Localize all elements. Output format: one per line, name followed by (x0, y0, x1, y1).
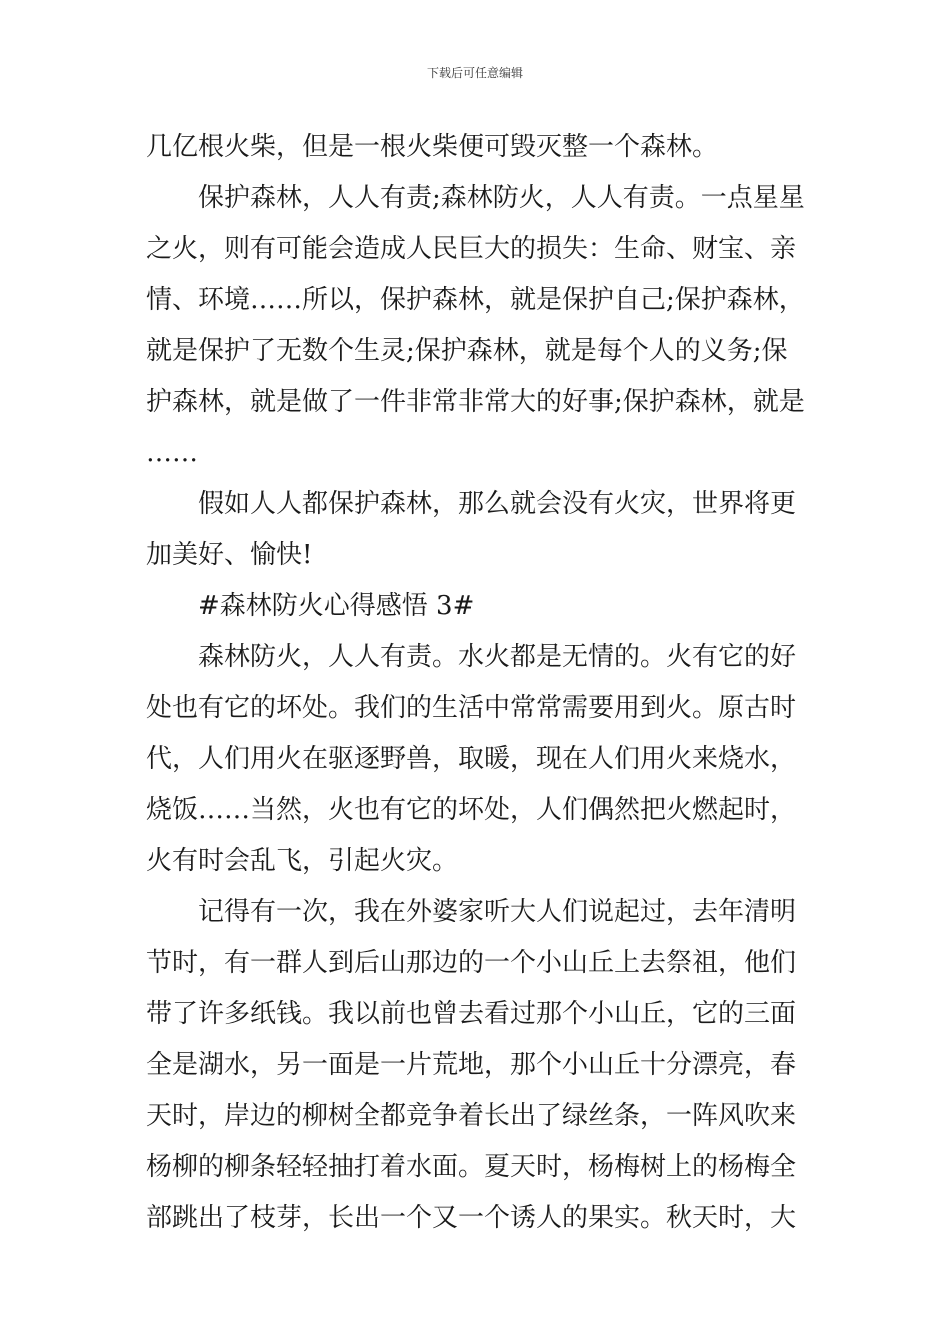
text-line: 杨柳的柳条轻轻抽打着水面。夏天时，杨梅树上的杨梅全 (146, 1152, 797, 1182)
text-line: 烧饭……当然，火也有它的坏处，人们偶然把火燃起时， (146, 795, 797, 825)
text-line: 节时，有一群人到后山那边的一个小山丘上去祭祖，他们 (146, 948, 797, 978)
text-line: 部跳出了枝芽，长出一个又一个诱人的果实。秋天时，大 (146, 1203, 797, 1233)
text-line: 假如人人都保护森林，那么就会没有火灾，世界将更 (198, 489, 797, 519)
section-heading: #森林防火心得感悟 3# (198, 591, 475, 621)
text-line: 护森林，就是做了一件非常非常大的好事;保护森林，就是 (146, 387, 805, 417)
document-body (146, 122, 808, 1244)
text-line: 几亿根火柴，但是一根火柴便可毁灭整一个森林。 (146, 132, 719, 162)
page-header: 下载后可任意编辑 (426, 66, 523, 80)
text-line: 之火，则有可能会造成人民巨大的损失：生命、财宝、亲 (146, 234, 797, 264)
text-line: 保护森林，人人有责;森林防火，人人有责。一点星星 (198, 183, 805, 213)
text-line: …… (146, 438, 198, 468)
text-line: 加美好、愉快! (146, 540, 313, 570)
text-line: 带了许多纸钱。我以前也曾去看过那个小山丘，它的三面 (146, 999, 797, 1029)
text-line: 火有时会乱飞，引起火灾。 (146, 846, 459, 876)
text-line: 代，人们用火在驱逐野兽，取暖，现在人们用火来烧水， (146, 744, 797, 774)
text-line: 就是保护了无数个生灵;保护森林，就是每个人的义务;保 (146, 336, 788, 366)
text-line: 处也有它的坏处。我们的生活中常常需要用到火。原古时 (146, 693, 797, 723)
text-line: 情、环境……所以，保护森林，就是保护自己;保护森林， (146, 285, 805, 315)
text-line: 森林防火，人人有责。水火都是无情的。火有它的好 (198, 642, 797, 672)
text-line: 全是湖水，另一面是一片荒地，那个小山丘十分漂亮，春 (146, 1050, 797, 1080)
text-line: 天时，岸边的柳树全都竞争着长出了绿丝条，一阵风吹来 (146, 1101, 797, 1131)
text-line: 记得有一次，我在外婆家听大人们说起过，去年清明 (198, 897, 797, 927)
